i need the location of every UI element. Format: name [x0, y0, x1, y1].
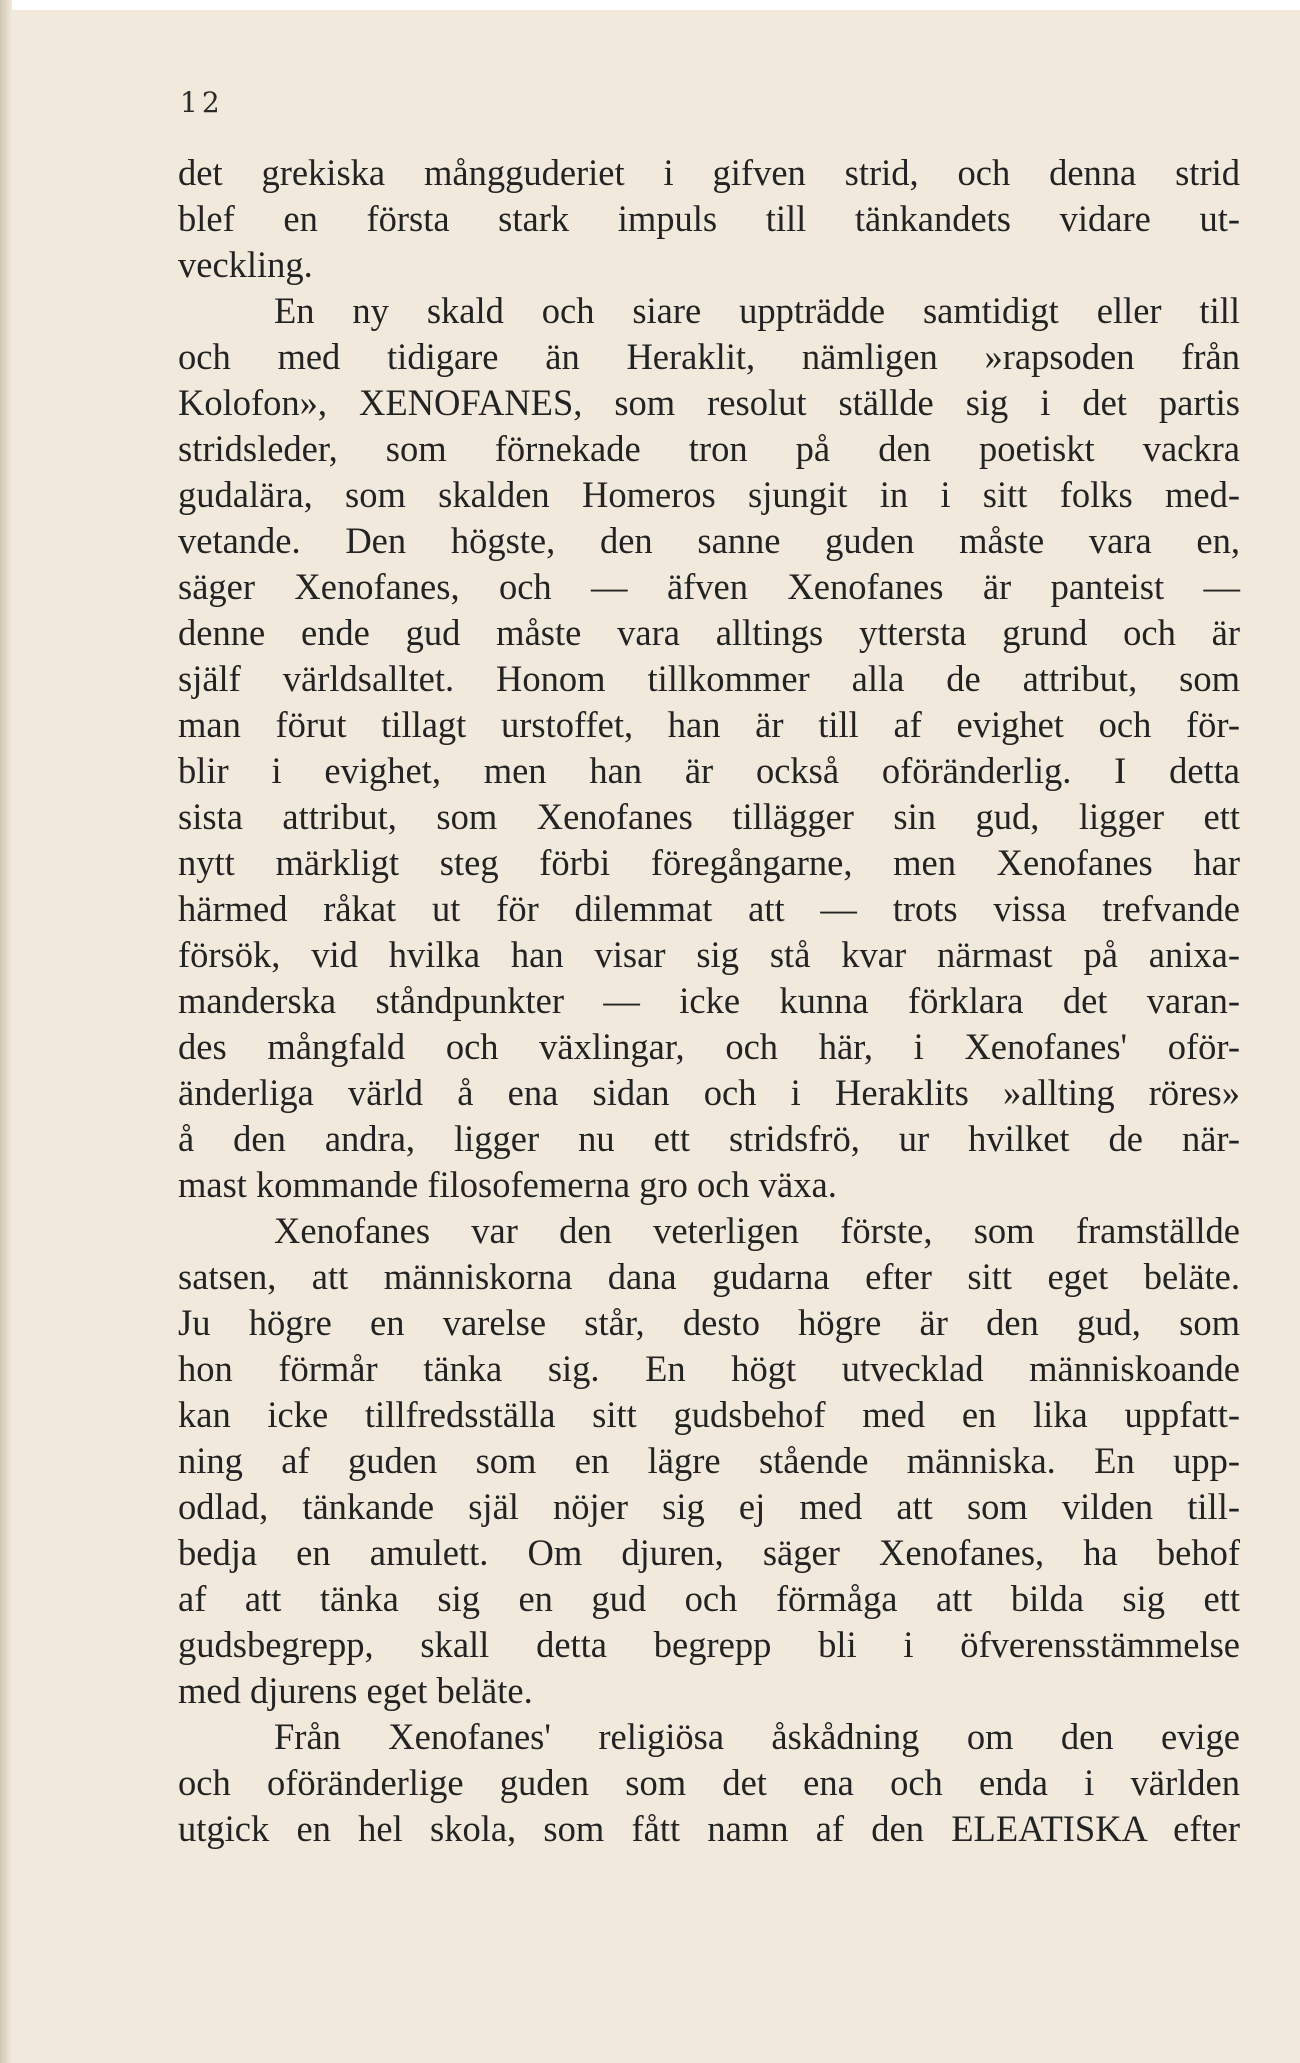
text-line: och oföränderlige guden som det ena och enda i världen: [178, 1762, 1240, 1803]
text-line: af att tänka sig en gud och förmåga att bilda sig ett: [178, 1578, 1240, 1619]
text-line: å den andra, ligger nu ett stridsfrö, ur hvilket de när-: [178, 1118, 1240, 1159]
text-line: ning af guden som en lägre stående människa. En upp-: [178, 1440, 1240, 1481]
text-line: man förut tillagt urstoffet, han är till af evighet och för-: [178, 704, 1240, 745]
text-line: blef en första stark impuls till tänkandets vidare ut-: [178, 198, 1240, 239]
text-line: det grekiska mångguderiet i gifven strid, och denna strid: [178, 152, 1240, 193]
text-line: med djurens eget beläte.: [178, 1670, 533, 1711]
text-line: försök, vid hvilka han visar sig stå kvar närmast på anixa-: [178, 934, 1240, 975]
text-line: mast kommande filosofemerna gro och växa.: [178, 1164, 837, 1205]
page-number: 12: [180, 86, 224, 119]
text-line: utgick en hel skola, som fått namn af den ELEATISKA efter: [178, 1808, 1240, 1849]
text-line: veckling.: [178, 244, 313, 285]
page-gutter-shadow: [0, 0, 12, 2063]
text-line: själf världsalltet. Honom tillkommer alla de attribut, som: [178, 658, 1240, 699]
text-line: En ny skald och siare uppträdde samtidigt eller till: [274, 290, 1240, 331]
text-line: härmed råkat ut för dilemmat att — trots vissa trefvande: [178, 888, 1240, 929]
body-text: [178, 150, 1240, 1852]
text-line: blir i evighet, men han är också oföränderlig. I detta: [178, 750, 1240, 791]
text-line: des mångfald och växlingar, och här, i Xenofanes' oför-: [178, 1026, 1240, 1067]
text-line: manderska ståndpunkter — icke kunna förklara det varan-: [178, 980, 1240, 1021]
text-line: gudalära, som skalden Homeros sjungit in i sitt folks med-: [178, 474, 1240, 515]
text-line: och med tidigare än Heraklit, nämligen »rapsoden från: [178, 336, 1240, 377]
text-line: säger Xenofanes, och — äfven Xenofanes är panteist —: [178, 566, 1240, 607]
text-line: odlad, tänkande själ nöjer sig ej med att som vilden till-: [178, 1486, 1240, 1527]
text-line: Xenofanes var den veterligen förste, som framställde: [274, 1210, 1240, 1251]
text-line: Kolofon», XENOFANES, som resolut ställde sig i det partis: [178, 382, 1240, 423]
text-line: gudsbegrepp, skall detta begrepp bli i öfverensstämmelse: [178, 1624, 1240, 1665]
text-line: änderliga värld å ena sidan och i Heraklits »allting röres»: [178, 1072, 1240, 1113]
text-line: stridsleder, som förnekade tron på den poetiskt vackra: [178, 428, 1240, 469]
scan-top-edge: [0, 0, 1300, 10]
text-line: sista attribut, som Xenofanes tillägger sin gud, ligger ett: [178, 796, 1240, 837]
text-line: Ju högre en varelse står, desto högre är den gud, som: [178, 1302, 1240, 1343]
text-line: Från Xenofanes' religiösa åskådning om den evige: [274, 1716, 1240, 1757]
text-line: hon förmår tänka sig. En högt utvecklad människoande: [178, 1348, 1240, 1389]
text-line: kan icke tillfredsställa sitt gudsbehof med en lika uppfatt-: [178, 1394, 1240, 1435]
text-line: denne ende gud måste vara alltings yttersta grund och är: [178, 612, 1240, 653]
text-line: bedja en amulett. Om djuren, säger Xenofanes, ha behof: [178, 1532, 1240, 1573]
text-line: nytt märkligt steg förbi föregångarne, men Xenofanes har: [178, 842, 1240, 883]
text-line: satsen, att människorna dana gudarna efter sitt eget beläte.: [178, 1256, 1240, 1297]
text-line: vetande. Den högste, den sanne guden måste vara en,: [178, 520, 1240, 561]
